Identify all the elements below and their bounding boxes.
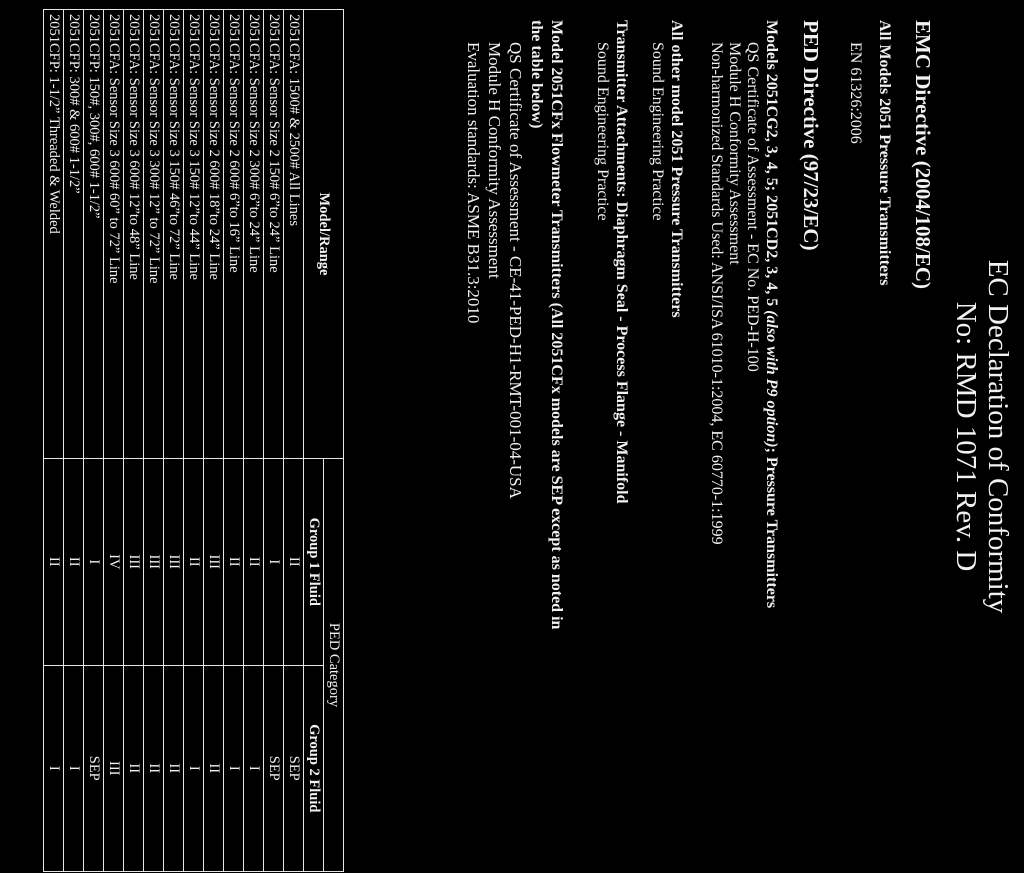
cell-model: 2051CFP: 1-1/2” Threaded & Welded [44, 10, 64, 459]
ped-section [798, 20, 824, 873]
emc-section [910, 20, 936, 873]
cfx-block [463, 20, 566, 873]
col-group1: Group 1 Fluid [304, 459, 324, 666]
cell-model: 2051CFA: Sensor Size 3 150# 12”to 44” Line [184, 10, 204, 459]
table-row [224, 10, 244, 872]
cell-group2: I [44, 665, 64, 872]
cell-group1: II [244, 459, 264, 666]
table-body [44, 10, 304, 872]
cell-group2: I [184, 665, 204, 872]
ped-models-heading: Models 2051CG2, 3, 4, 5; 2051CD2, 3, 4, 5 (also with P9 option); Pressure Transmitters [763, 20, 780, 609]
ped-nonharmonized: Non-harmonized Standards Used: ANSI/ISA 61010-1:2004, EC 60770-1:1999 [708, 42, 725, 545]
ped-category-table [43, 9, 344, 872]
cfx-qs-certificate: QS Certificate of Assessment - CE-41-PED-H1-RMT-001-04-USA [506, 42, 525, 499]
cell-group2: II [144, 665, 164, 872]
emc-standard: EN 61326:2006 [847, 42, 864, 144]
cell-group1: III [204, 459, 224, 666]
cell-group2: SEP [284, 665, 304, 872]
cell-group1: II [184, 459, 204, 666]
cell-model: 2051CFA: Sensor Size 2 600# 6”to 16” Line [224, 10, 244, 459]
document-header [950, 20, 1014, 853]
attachments-block [593, 20, 631, 873]
cell-group1: III [144, 459, 164, 666]
table-row [104, 10, 124, 872]
cell-group1: III [164, 459, 184, 666]
col-ped-category: PED Category [324, 459, 344, 872]
cell-group1: IV [104, 459, 124, 666]
emc-models [846, 20, 894, 873]
cell-model: 2051CFP: 300# & 600# 1-1/2” [64, 10, 84, 459]
col-model-range: Model/Range [304, 10, 344, 459]
ped-other-block [648, 20, 686, 873]
cell-model: 2051CFA: Sensor Size 3 300# 12” to 72” Line [144, 10, 164, 459]
attachments-practice: Sound Engineering Practice [594, 42, 611, 221]
table-row [204, 10, 224, 872]
emc-heading: EMC Directive (2004/108/EC) [911, 20, 935, 290]
table-row [184, 10, 204, 872]
table-row [64, 10, 84, 872]
table-row [264, 10, 284, 872]
document-number: No: RMD 1071 Rev. D [950, 301, 982, 572]
col-group2: Group 2 Fluid [304, 665, 324, 872]
table-row [44, 10, 64, 872]
cell-group1: I [264, 459, 284, 666]
cell-group1: II [284, 459, 304, 666]
cell-group2: III [104, 665, 124, 872]
cell-model: 2051CFP: 150#, 300#, 600# 1-1/2” [84, 10, 104, 459]
ped-other-heading: All other model 2051 Pressure Transmitters [668, 20, 685, 318]
cell-group2: II [164, 665, 184, 872]
cell-model: 2051CFA: 1500# & 2500# All Lines [284, 10, 304, 459]
cell-group1: II [64, 459, 84, 666]
emc-models-heading: All Models 2051 Pressure Transmitters [876, 20, 893, 286]
table-row [84, 10, 104, 872]
cell-group2: SEP [84, 665, 104, 872]
cell-group2: SEP [264, 665, 284, 872]
table-row [284, 10, 304, 872]
table-row [124, 10, 144, 872]
ped-models-block [707, 20, 781, 873]
cell-group2: II [204, 665, 224, 872]
cell-group2: I [64, 665, 84, 872]
cell-model: 2051CFA: Sensor Size 2 600# 18”to 24” Line [204, 10, 224, 459]
cfx-heading-line2: the table below) [528, 20, 545, 129]
cell-group1: II [224, 459, 244, 666]
table-row [144, 10, 164, 872]
cell-group2: II [124, 665, 144, 872]
cell-group1: III [124, 459, 144, 666]
table-row [164, 10, 184, 872]
ped-heading: PED Directive (97/23/EC) [799, 20, 823, 251]
cell-group2: I [224, 665, 244, 872]
cell-model: 2051CFA: Sensor Size 3 600# 60” to 72” Line [104, 10, 124, 459]
cell-model: 2051CFA: Sensor Size 3 600# 12”to 48” Line [124, 10, 144, 459]
cell-group1: I [84, 459, 104, 666]
cell-model: 2051CFA: Sensor Size 2 300# 6”to 24” Line [244, 10, 264, 459]
cell-group1: II [44, 459, 64, 666]
cfx-heading-line1: Model 2051CFx Flowmeter Transmitters (All 2051CFx models are SEP except as noted in [548, 20, 565, 630]
cfx-module-h: Module H Conformity Assessment [485, 42, 504, 279]
cell-group2: I [244, 665, 264, 872]
cell-model: 2051CFA: Sensor Size 3 150# 46”to 72” Line [164, 10, 184, 459]
attachments-heading: Transmitter Attachments: Diaphragm Seal - Process Flange - Manifold [613, 20, 630, 504]
cfx-evaluation: Evaluation standards: ASME B31.3:2010 [464, 42, 483, 324]
document-title: EC Declaration of Conformity [982, 259, 1014, 614]
cell-model: 2051CFA: Sensor Size 2 150# 6”to 24” Line [264, 10, 284, 459]
table-row [244, 10, 264, 872]
ped-qs-certificate: QS Certificate of Assessment - EC No. PED-H-100 [744, 42, 761, 372]
table-header-row [324, 10, 344, 872]
ped-module-h: Module H Conformity Assessment [726, 42, 743, 265]
ped-other-practice: Sound Engineering Practice [649, 42, 666, 221]
